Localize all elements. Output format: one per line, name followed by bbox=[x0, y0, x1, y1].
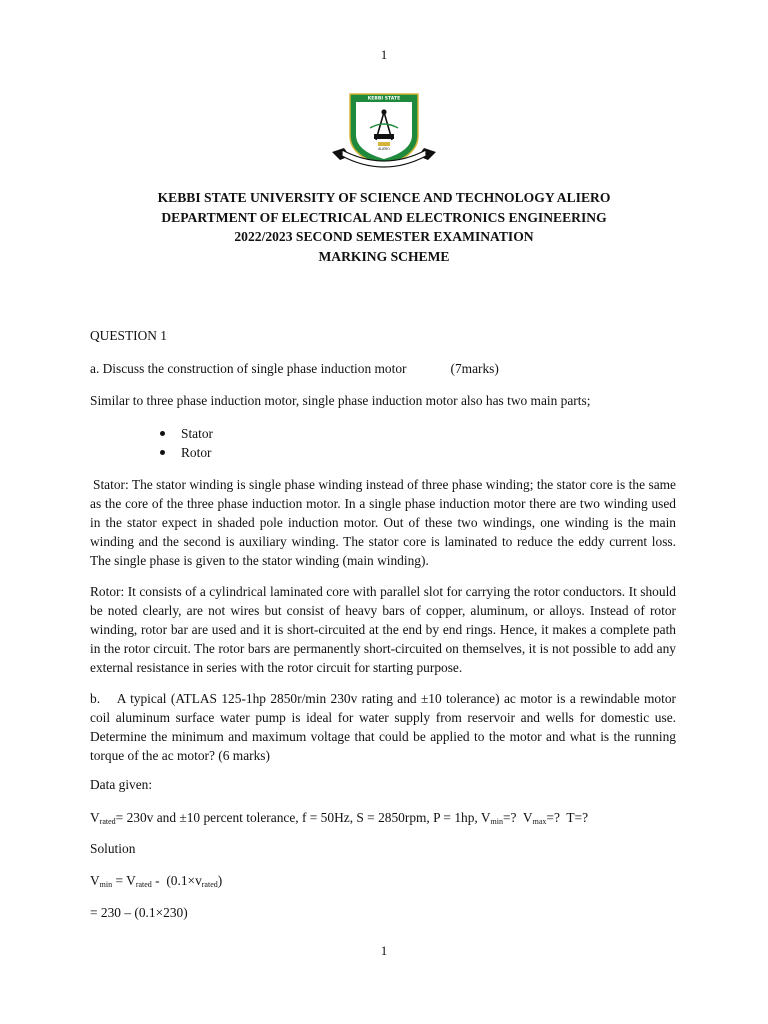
exam-session: 2022/2023 SECOND SEMESTER EXAMINATION bbox=[234, 229, 534, 244]
rotor-paragraph: Rotor: It consists of a cylindrical laminated core with parallel slot for carrying the rotor conductors. It should be noted clearly, are not wires but consist of heavy bars of copper, aluminum, or alloys. Instead of rotor winding, rotor bar are used and it is short-circuited at the end by end rings. Hence, it makes a complete path in the rotor circuit. The rotor bars are permanently short-circuited on themselves, it is not possible to add any external resistance in series with the rotor circuit for starting purpose. bbox=[90, 584, 676, 675]
data-given-values: $V_{rated}= 230v$ and ±10 percent tolerance, f = 50Hz, S = 2850rpm, P = 1hp, $V_{min}=$? $V_{max}=$? T=? bbox=[90, 810, 589, 826]
data-given-label: Data given: bbox=[90, 777, 153, 792]
department-name: DEPARTMENT OF ELECTRICAL AND ELECTRONICS ENGINEERING bbox=[161, 209, 607, 225]
question-title: QUESTION 1 bbox=[90, 328, 167, 343]
parts-list bbox=[160, 424, 213, 462]
part-b-question: b. A typical (ATLAS 125-1hp 2850r/min 230v rating and ±10 tolerance) ac motor is a rewindable motor coil aluminum surface water pump is ideal for water supply from reservoir and wells for domestic use. Determine the minimum and maximum voltage that could be applied to the motor and what is the running torque of the ac motor? (6 marks) bbox=[90, 691, 676, 763]
university-logo bbox=[330, 90, 438, 172]
intro-text: Similar to three phase induction motor, single phase induction motor also has two main parts; bbox=[90, 393, 591, 408]
university-name: KEBBI STATE UNIVERSITY OF SCIENCE AND TECHNOLOGY ALIERO bbox=[157, 190, 611, 205]
vmin-formula: $V_{min} = V_{rated} - (0.1\times v_{rated})$ bbox=[90, 873, 223, 889]
document-type: MARKING SCHEME bbox=[318, 248, 450, 264]
solution-label: Solution bbox=[90, 841, 136, 856]
vmin-calculation: = 230 – (0.1×230) bbox=[90, 905, 188, 920]
exam-header bbox=[84, 188, 684, 266]
page-number-bottom: 1 bbox=[380, 943, 388, 958]
list-item-stator: Stator bbox=[160, 424, 213, 443]
logo-top-text: KEBBI STATE bbox=[367, 96, 401, 102]
page-number-top: 1 bbox=[380, 47, 388, 62]
part-a-text: a. Discuss the construction of single phase induction motor bbox=[90, 361, 407, 376]
stator-paragraph: Stator: The stator winding is single phase winding instead of three phase winding; the stator core is the same as the core of the three phase induction motor. In a single phase induction motor there are two winding used in the stator expect in shaded pole induction motor. Out of these two windings, one winding is the main winding and the second is auxiliary winding. The stator core is laminated to reduce the eddy current loss. The single phase is given to the stator winding (main winding). bbox=[90, 477, 676, 568]
part-a-marks: (7marks) bbox=[450, 361, 499, 376]
logo-center-text: ALIERO bbox=[378, 147, 390, 151]
part-a-question bbox=[90, 361, 499, 377]
list-item-rotor: Rotor bbox=[160, 443, 213, 462]
